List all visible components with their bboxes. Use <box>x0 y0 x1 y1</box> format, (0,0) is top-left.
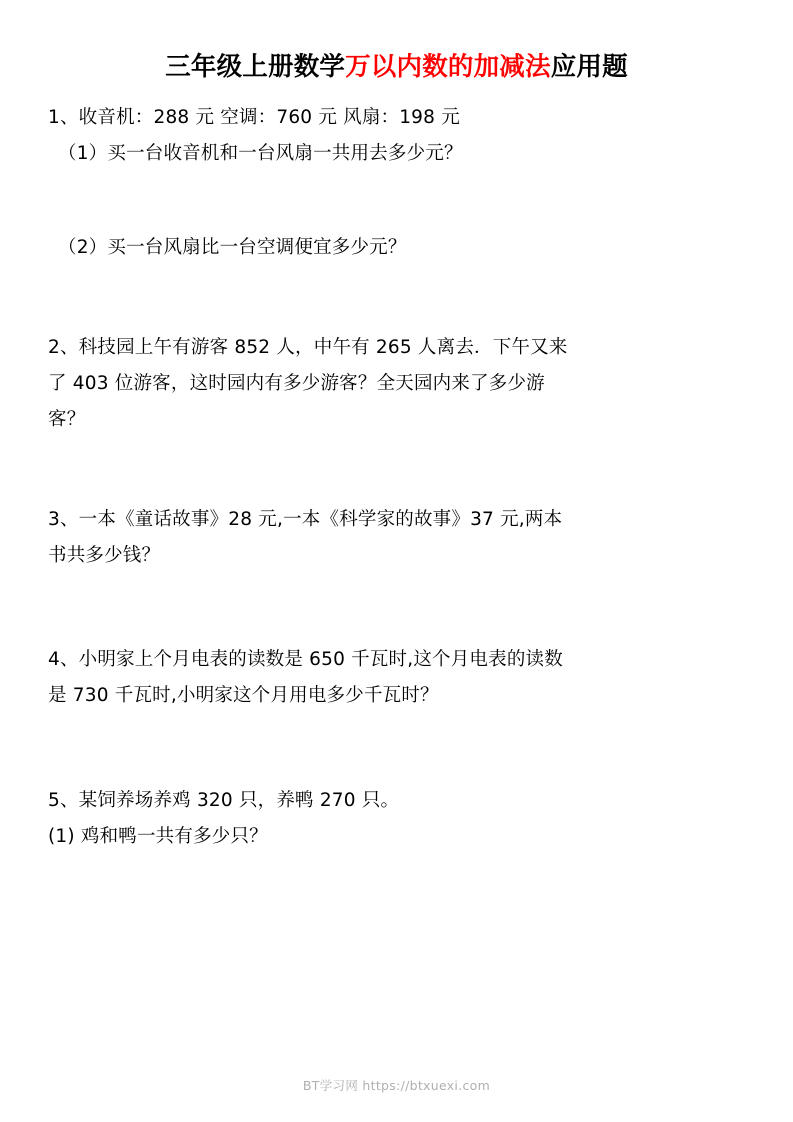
question-1-sub-2 <box>48 230 745 266</box>
question-4-line-2: 是 730 千瓦时,小明家这个月用电多少千瓦时？ <box>48 685 439 707</box>
question-1-sub-line-1: （2）买一台风扇比一台空调便宜多少元？ <box>58 237 407 258</box>
question-4-line-1: 4、小明家上个月电表的读数是 650 千瓦时,这个月电表的读数 <box>48 649 563 671</box>
question-3-line-2: 书共多少钱？ <box>48 545 161 567</box>
question-2-line-3: 客？ <box>48 409 86 431</box>
page-title <box>48 52 745 84</box>
question-2-line-1: 2、科技园上午有游客 852 人，中午有 265 人离去．下午又来 <box>48 337 568 359</box>
answer-space-1b <box>48 272 745 330</box>
title-part-before: 三年级上册数学 <box>165 52 346 82</box>
answer-space-2 <box>48 444 745 502</box>
question-1-line-1: 1、收音机：288 元 空调：760 元 风扇：198 元 <box>48 106 460 128</box>
question-2 <box>48 330 745 438</box>
answer-space-1a <box>48 178 745 230</box>
answer-space-3 <box>48 580 745 642</box>
answer-space-4 <box>48 721 745 783</box>
question-2-line-2: 了 403 位游客，这时园内有多少游客？全天园内来了多少游 <box>48 373 545 395</box>
footer-watermark: BT学习网 https://btxuexi.com <box>302 1078 491 1093</box>
question-5-line-1: 5、某饲养场养鸡 320 只，养鸭 270 只。 <box>48 789 400 811</box>
question-5 <box>48 783 745 855</box>
question-3-line-1: 3、一本《童话故事》28 元,一本《科学家的故事》37 元,两本 <box>48 509 563 531</box>
title-part-highlight: 万以内数的加减法 <box>345 52 551 82</box>
question-1-line-2: （1）买一台收音机和一台风扇一共用去多少元？ <box>58 142 463 164</box>
question-3 <box>48 502 745 574</box>
title-part-after: 应用题 <box>550 52 628 82</box>
question-1 <box>48 100 745 172</box>
question-4 <box>48 642 745 714</box>
question-5-line-2: (1) 鸡和鸭一共有多少只？ <box>48 825 268 847</box>
